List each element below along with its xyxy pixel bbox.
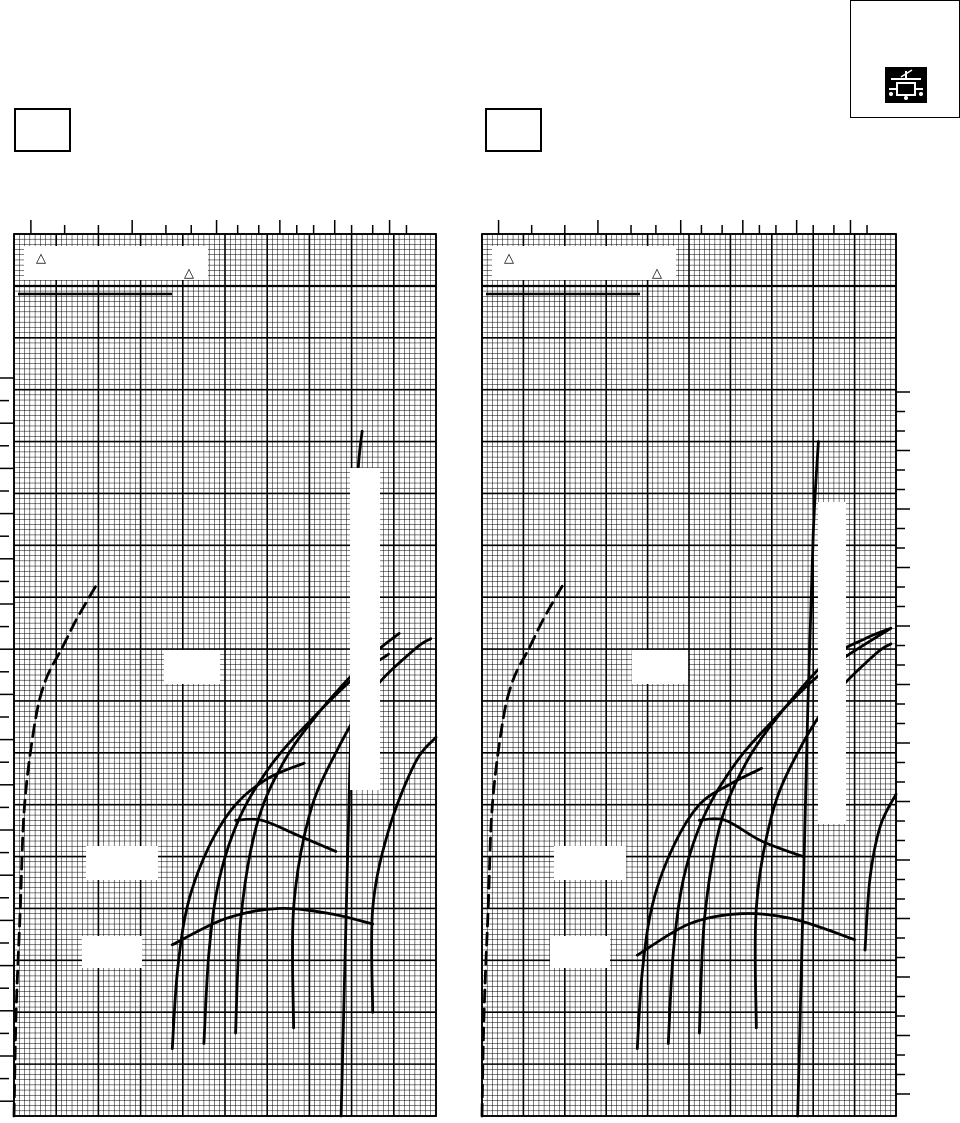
vertical-cutout [350, 468, 380, 790]
legend-box [492, 246, 676, 281]
label-cutout [632, 650, 688, 684]
series-line [172, 763, 304, 1048]
top-tick-scale [499, 220, 867, 234]
label-cutout [82, 936, 142, 968]
legend-background [492, 246, 676, 280]
label-cutout [164, 650, 220, 684]
delta-marker: △ [504, 251, 514, 266]
legend-box [24, 246, 208, 281]
delta-marker: △ [184, 266, 194, 281]
side-tick-scale [896, 392, 910, 1094]
left-chart [0, 220, 436, 1116]
vertical-cutout [818, 502, 846, 824]
right-chart [482, 220, 910, 1116]
label-cutout [86, 846, 158, 880]
delta-marker: △ [36, 251, 46, 266]
label-cutout [550, 936, 610, 968]
legend-background [24, 246, 208, 280]
top-tick-scale [31, 220, 407, 234]
side-tick-scale [0, 378, 14, 1101]
delta-marker: △ [652, 266, 662, 281]
label-cutout [554, 846, 626, 880]
